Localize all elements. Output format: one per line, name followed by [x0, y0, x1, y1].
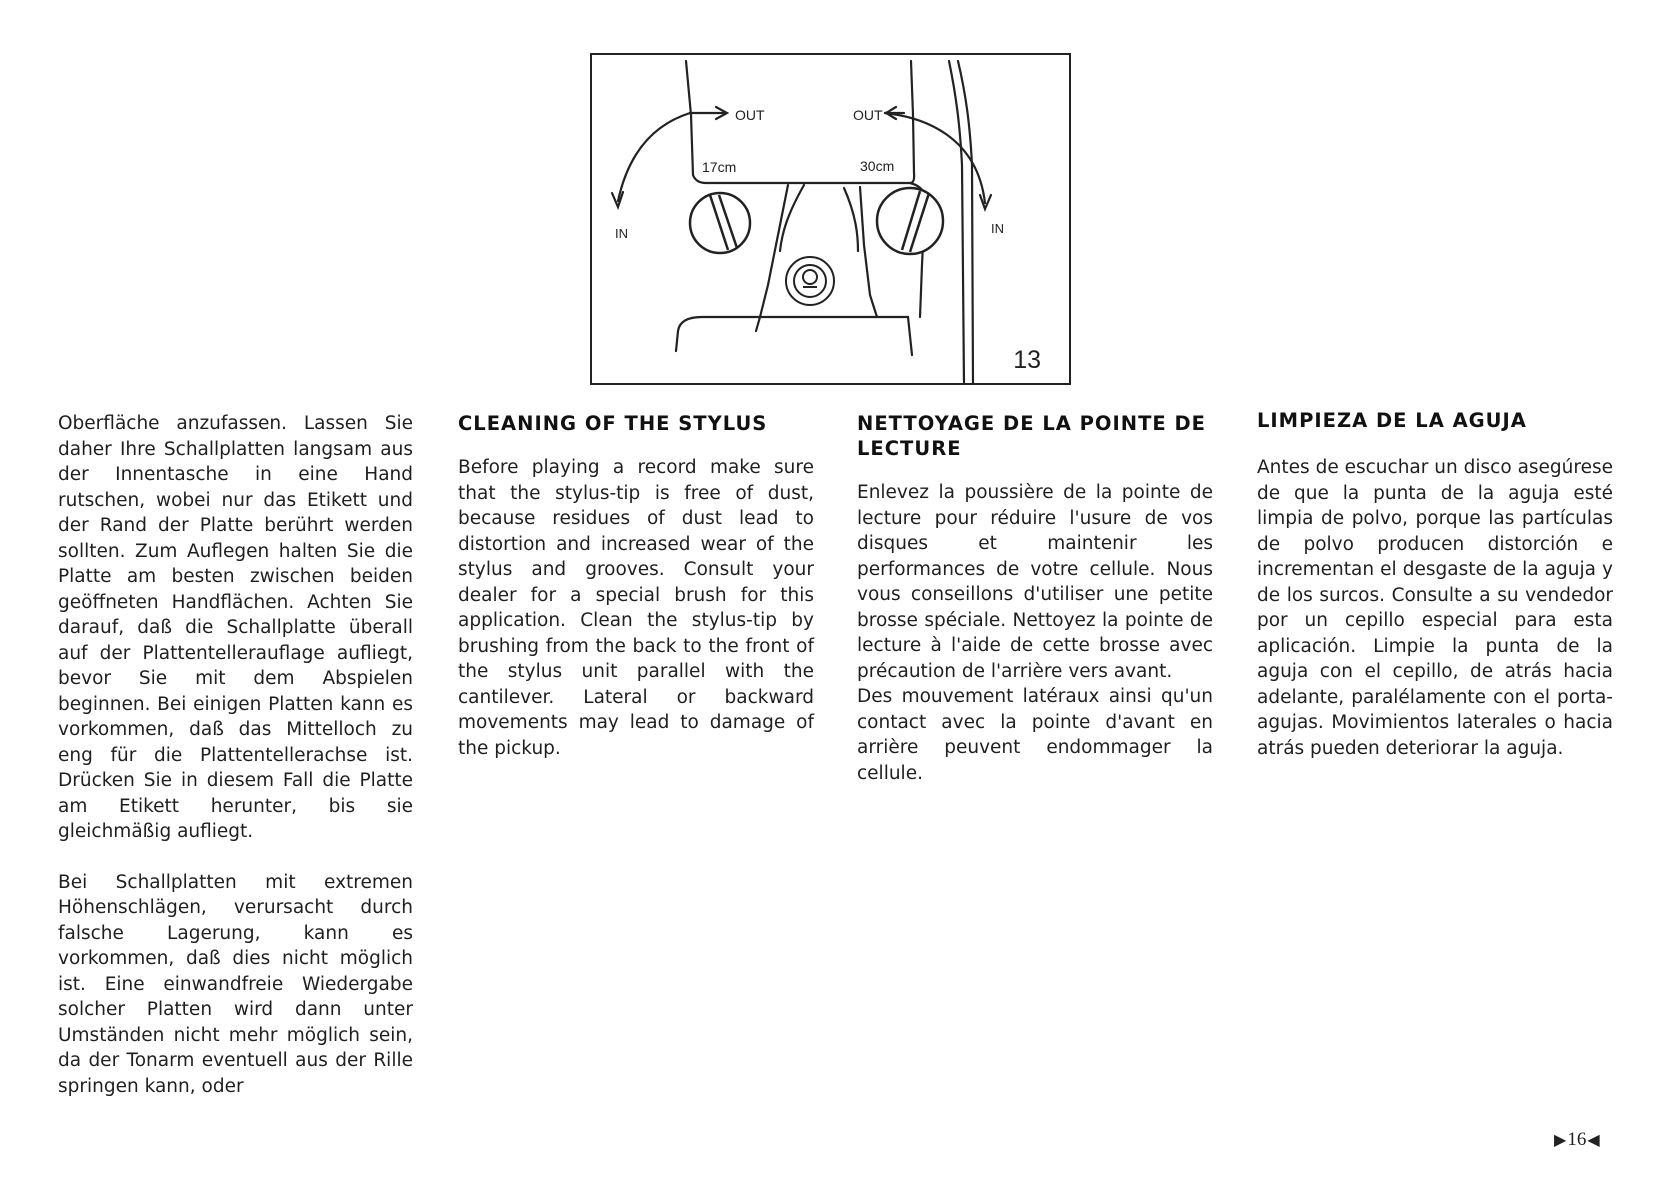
screw-left: [690, 193, 750, 253]
german-paragraph-1: Oberfläche anzufassen. Lassen Sie daher Ihre Schallplatten langsam aus der Innentasche in eine Hand rutschen, wobei nur das Etikett und der Rand der Platte berührt werden sollten. Zum Auflegen halten Sie die Platte am besten zwischen beiden geöffneten Handflächen. Achten Sie darauf, daß die Schallplatte überall auf der Plattentellerauflage aufliegt, bevor Sie mit dem Abspielen beginnen. Bei einigen Platten kann es vorkommen, daß das Mittelloch zu eng für die Plattentellerachse ist. Drücken Sie in diesem Fall die Platte am Etikett herunter, bis sie gleichmäßig aufliegt.: [58, 413, 413, 842]
english-column: [458, 411, 814, 761]
french-paragraph-1: Enlevez la poussière de la pointe de lecture pour réduire l'usure de vos disques et maintenir les performances de votre cellule. Nous vous conseillons d'utiliser une petite brosse spéciale. Nettoyez la pointe de lecture à l'aide de cette brosse avec précaution de l'arrière vers avant.: [857, 482, 1213, 682]
out-label-left: OUT: [735, 107, 765, 123]
french-paragraph-2: Des mouvement latéraux ainsi qu'un contact avec la pointe d'avant en arrière peuvent endommager la cellule.: [857, 686, 1213, 784]
size-label-left: 17cm: [702, 159, 737, 175]
in-label-right: IN: [991, 221, 1004, 236]
spanish-paragraph: Antes de escuchar un disco asegúrese de que la punta de la aguja esté limpia de polvo, porque las partículas de polvo producen distorción e incrementan el desgaste de la aguja y de los surcos. Consulte a su vendedor por un cepillo especial para esta aplicación. Limpie la punta de la aguja con el cepillo, de atrás hacia adelante, paralélamente con el porta-agujas. Movimientos laterales o hacia atrás pueden deteriorar la aguja.: [1257, 457, 1613, 759]
english-heading: CLEANING OF THE STYLUS: [458, 412, 768, 435]
french-heading: NETTOYAGE DE LA POINTE DE LECTURE: [857, 412, 1206, 460]
triangle-right-icon: ▶: [1554, 1132, 1567, 1149]
screw-right: [877, 188, 943, 254]
out-label-right: OUT: [853, 107, 883, 123]
german-column: [58, 411, 413, 1099]
in-label-left: IN: [615, 226, 628, 241]
headshell-diagram: [592, 55, 1069, 383]
spanish-heading: LIMPIEZA DE LA AGUJA: [1257, 409, 1527, 432]
triangle-left-icon: ◀: [1587, 1132, 1600, 1149]
stylus-adjustment-figure: [590, 53, 1071, 385]
spanish-column: [1257, 408, 1613, 761]
arm-line-left: [686, 61, 691, 115]
arc-arrow-left: [618, 113, 690, 201]
german-paragraph-2: Bei Schallplatten mit extremen Höhenschlägen, verursacht durch falsche Lagerung, kann es vorkommen, daß dies nicht möglich ist. Eine einwandfreie Wiedergabe solcher Platten wird dann unter Umständen nicht mehr möglich sein, da der Tonarm eventuell aus der Rille springen kann, oder: [58, 871, 413, 1097]
page-number-text: 16: [1567, 1129, 1587, 1150]
stylus-center: [786, 257, 834, 305]
size-label-right: 30cm: [860, 158, 895, 174]
french-column: [857, 411, 1213, 786]
figure-number: 13: [1013, 346, 1041, 374]
arm-line-right: [911, 61, 913, 115]
english-paragraph: Before playing a record make sure that the stylus-tip is free of dust, because residues of dust lead to distortion and increased wear of the stylus and grooves. Consult your dealer for a special brush for this application. Clean the stylus-tip by brushing from the back to the front of the stylus unit parallel with the cantilever. Lateral or backward movements may lead to damage of the pickup.: [458, 457, 814, 759]
page-number: [1554, 1129, 1600, 1151]
